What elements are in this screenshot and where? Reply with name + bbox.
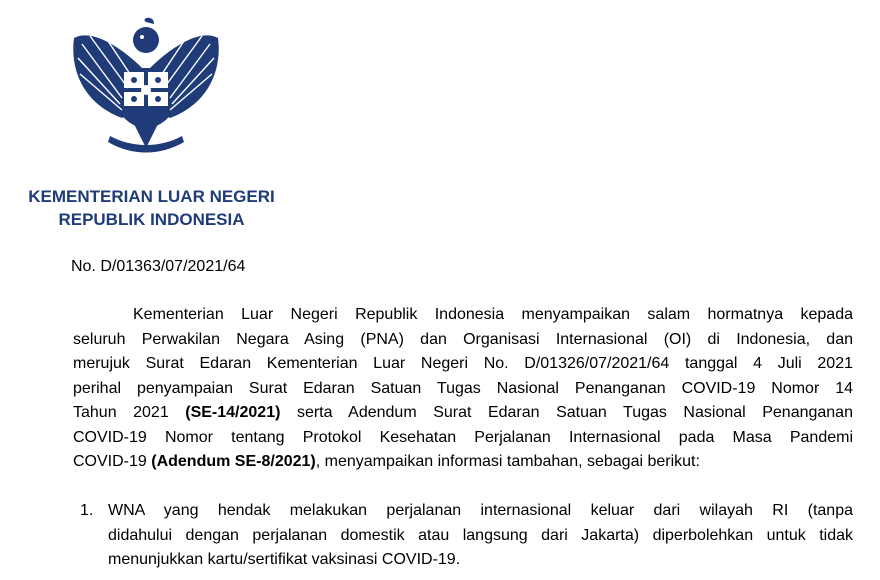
- list-item-line: WNA yang hendak melakukan perjalanan internasional keluar dari wilayah RI (tanpa: [108, 502, 853, 519]
- list-item-text: [108, 498, 853, 572]
- list-item-line: menunjukkan kartu/sertifikat vaksinasi COVID-19.: [108, 551, 461, 568]
- paragraph-line: seluruh Perwakilan Negara Asing (PNA) dan Organisasi Internasional (OI) di Indonesia, dan: [73, 330, 853, 348]
- paragraph-text: COVID-19: [73, 453, 147, 470]
- paragraph-line: Kementerian Luar Negeri Republik Indonesia menyampaikan salam hormatnya kepada: [133, 306, 853, 323]
- paragraph-line: merujuk Surat Edaran Kementerian Luar Negeri No. D/01326/07/2021/64 tanggal 4 Juli 2021: [73, 355, 853, 372]
- paragraph-text: Tahun 2021: [73, 404, 169, 421]
- body-paragraph: [73, 303, 853, 475]
- reference-se14: (SE-14/2021): [185, 404, 281, 421]
- document-number: No. D/01363/07/2021/64: [71, 258, 246, 275]
- paragraph-line: [73, 401, 853, 426]
- ministry-name: KEMENTERIAN LUAR NEGERI: [28, 187, 275, 206]
- list-item-line: didahului dengan perjalanan domestik atau langsung dari Jakarta) diperbolehkan untuk tidak: [108, 526, 853, 544]
- ministry-country: REPUBLIK INDONESIA: [58, 210, 245, 229]
- list-item-number: 1.: [80, 502, 94, 519]
- paragraph-text: , menyampaikan informasi tambahan, sebagai berikut:: [315, 453, 700, 470]
- paragraph-line: [73, 450, 853, 475]
- garuda-emblem-icon: [62, 8, 230, 158]
- paragraph-text: serta Adendum Surat Edaran Satuan Tugas Nasional Penanganan: [296, 404, 853, 421]
- paragraph-line: COVID-19 Nomor tentang Protokol Kesehatan Perjalanan Internasional pada Masa Pandemi: [73, 428, 853, 446]
- paragraph-line: perihal penyampaian Surat Edaran Satuan Tugas Nasional Penanganan COVID-19 Nomor 14: [73, 379, 853, 397]
- reference-adendum: (Adendum SE-8/2021): [151, 453, 316, 470]
